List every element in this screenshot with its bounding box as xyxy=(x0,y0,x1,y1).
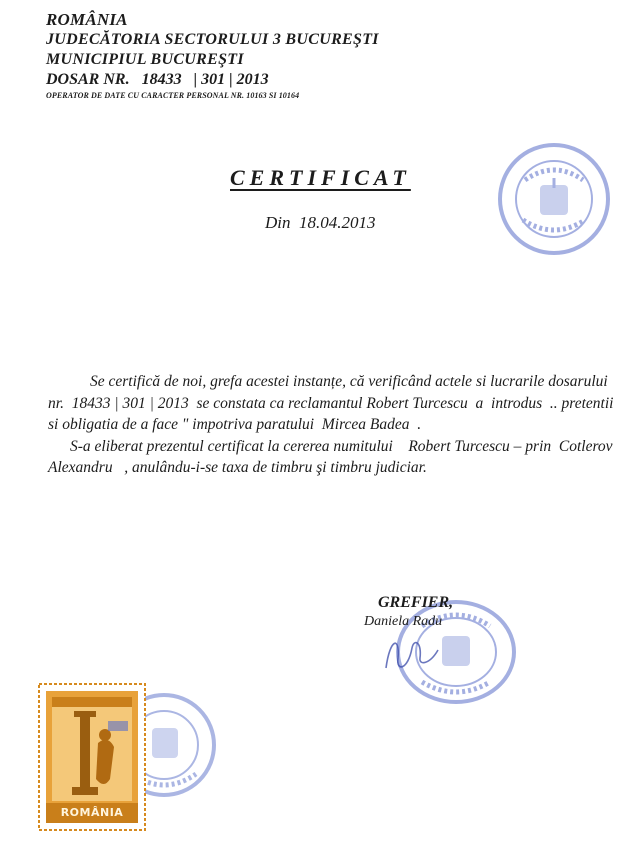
header-municipality: MUNICIPIUL BUCUREŞTI xyxy=(46,51,244,68)
signature-name: Daniela Radu xyxy=(364,614,443,629)
document-body xyxy=(48,371,616,479)
document-title: CERTIFICAT xyxy=(230,165,411,190)
signature-scribble xyxy=(378,628,448,678)
stamp-country-label: ROMÂNIA xyxy=(46,803,138,823)
body-paragraph-1: Se certifică de noi, grefa acestei instanțe, că verificând actele si lucrarile dosarului nr. 18433 | 301 | 2013 se constata ca reclamantul Robert Turcescu a introdus .. pretentii si obligatia de a face " impotriva paratului Mircea Badea . xyxy=(48,373,618,433)
document-header xyxy=(46,10,379,101)
case-label: DOSAR NR. xyxy=(46,71,130,88)
body-paragraph-2: S-a eliberat prezentul certificat la cererea numitului Robert Turcescu – prin Cotlerov Alexandru , anulându-i-se taxa de timbru şi timbru judiciar. xyxy=(48,437,617,476)
signature-block xyxy=(364,594,454,630)
header-operator: OPERATOR DE DATE CU CARACTER PERSONAL NR. 10163 SI 10164 xyxy=(46,91,300,100)
case-number: 18433 | 301 | 2013 xyxy=(141,71,269,88)
header-case xyxy=(46,70,379,90)
header-court: JUDECĂTORIA SECTORULUI 3 BUCUREŞTI xyxy=(46,31,379,48)
header-country: ROMÂNIA xyxy=(46,10,128,29)
court-seal-top xyxy=(495,140,613,258)
judicial-stamp xyxy=(38,683,146,836)
document-date: Din 18.04.2013 xyxy=(265,213,376,232)
signature-role: GREFIER, xyxy=(378,594,454,611)
